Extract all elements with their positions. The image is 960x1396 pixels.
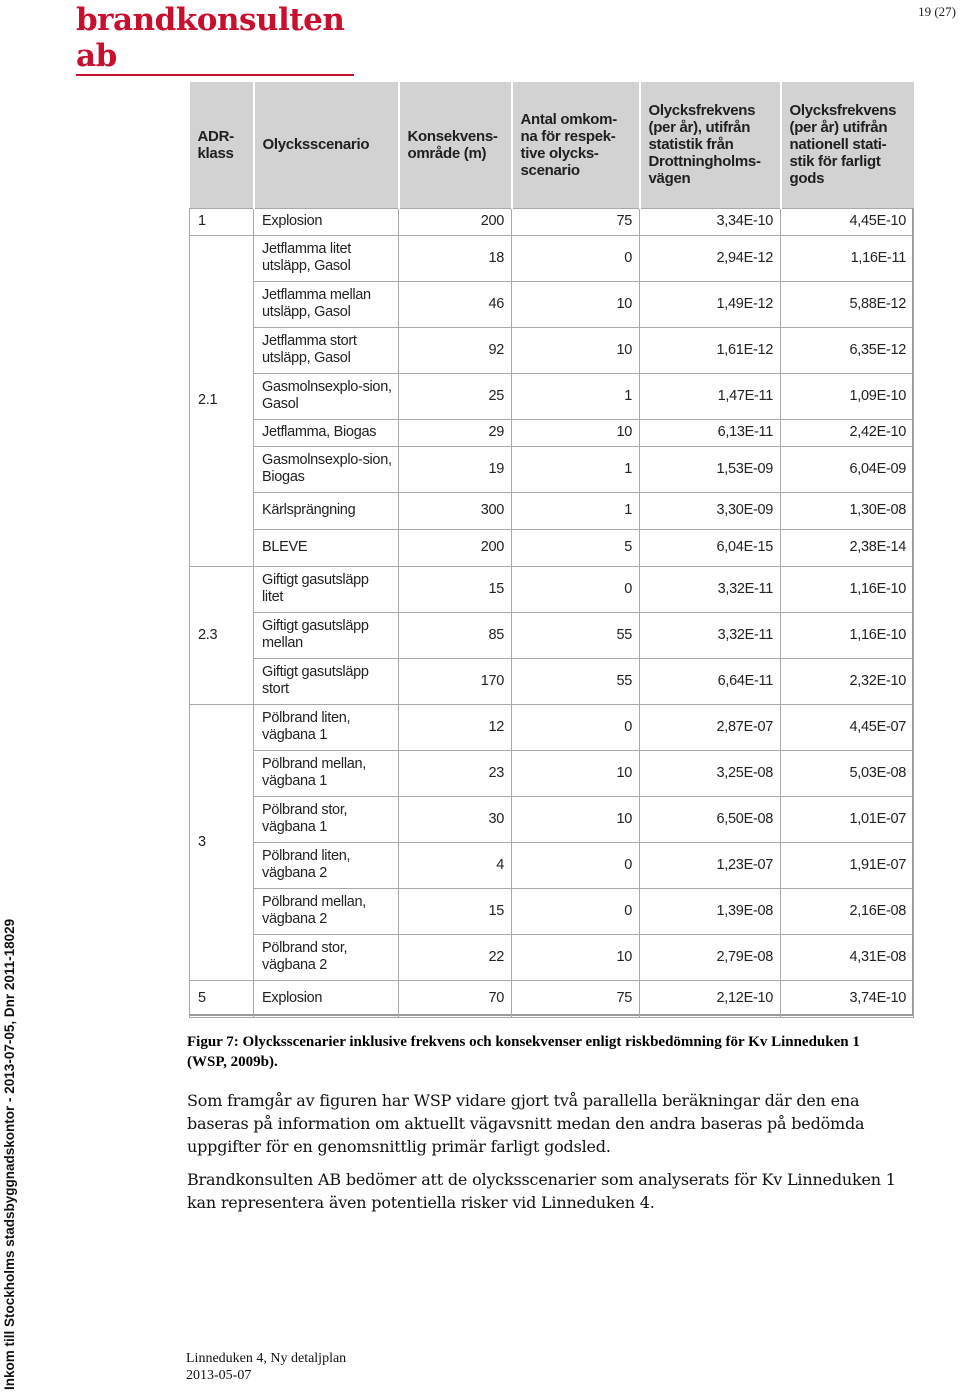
document-footer — [186, 1350, 346, 1384]
scenario-cell: Jetflamma stort utsläpp, Gasol — [254, 327, 399, 373]
deaths-cell: 0 — [512, 842, 640, 888]
scenario-cell: Explosion — [254, 208, 399, 235]
area-cell: 30 — [399, 796, 512, 842]
freq-national-cell: 1,16E-11 — [781, 235, 914, 281]
freq-local-cell: 3,32E-11 — [640, 566, 781, 612]
table-row — [190, 842, 914, 888]
header-frequency-national: Olycksfrekvens (per år) utifrån nationell stati-stik för farligt gods — [781, 82, 914, 208]
area-cell: 15 — [399, 888, 512, 934]
scenario-cell: Jetflamma litet utsläpp, Gasol — [254, 235, 399, 281]
freq-local-cell: 1,49E-12 — [640, 281, 781, 327]
area-cell: 29 — [399, 419, 512, 446]
freq-national-cell: 2,32E-10 — [781, 658, 914, 704]
area-cell: 300 — [399, 492, 512, 529]
page-number: 19 (27) — [918, 4, 956, 19]
area-cell: 19 — [399, 446, 512, 492]
scenario-cell: Pölbrand mellan, vägbana 1 — [254, 750, 399, 796]
deaths-cell: 1 — [512, 446, 640, 492]
table-row — [190, 796, 914, 842]
table-row — [190, 566, 914, 612]
area-cell: 15 — [399, 566, 512, 612]
header-deaths: Antal omkom-na för respek-tive olycks-scenario — [512, 82, 640, 208]
scenario-cell: Giftigt gasutsläpp litet — [254, 566, 399, 612]
freq-local-cell: 3,30E-09 — [640, 492, 781, 529]
freq-national-cell: 6,35E-12 — [781, 327, 914, 373]
scenario-cell: Pölbrand mellan, vägbana 2 — [254, 888, 399, 934]
figure-caption: Figur 7: Olycksscenarier inklusive frekvens och konsekvenser enligt riskbedömning för Kv Linneduken 1 (WSP, 2009b). — [187, 1034, 860, 1070]
freq-national-cell: 1,30E-08 — [781, 492, 914, 529]
freq-local-cell: 2,87E-07 — [640, 704, 781, 750]
scenario-cell: Gasmolnsexplo-sion, Gasol — [254, 373, 399, 419]
freq-national-cell: 4,45E-10 — [781, 208, 914, 235]
deaths-cell: 10 — [512, 327, 640, 373]
freq-national-cell: 4,45E-07 — [781, 704, 914, 750]
body-paragraph: Brandkonsulten AB bedömer att de olycksscenarier som analyserats för Kv Linneduken 1 kan representera även potentiella risker vid Linneduken 4. — [187, 1170, 896, 1212]
header-scenario: Olycksscenario — [254, 82, 399, 208]
adr-class-cell: 1 — [190, 208, 254, 235]
freq-national-cell: 4,31E-08 — [781, 934, 914, 980]
scenario-cell: Pölbrand stor, vägbana 2 — [254, 934, 399, 980]
header-consequence-area: Konsekvens-område (m) — [399, 82, 512, 208]
footer-date: 2013-05-07 — [186, 1368, 252, 1383]
adr-class-cell: 3 — [190, 704, 254, 980]
freq-local-cell: 3,32E-11 — [640, 612, 781, 658]
table-row — [190, 492, 914, 529]
area-cell: 22 — [399, 934, 512, 980]
freq-national-cell: 1,09E-10 — [781, 373, 914, 419]
company-logo: brandkonsulten ab — [76, 2, 354, 76]
scenario-cell: Explosion — [254, 980, 399, 1017]
deaths-cell: 75 — [512, 208, 640, 235]
scenario-cell: Pölbrand liten, vägbana 2 — [254, 842, 399, 888]
scenario-cell: Gasmolnsexplo-sion, Biogas — [254, 446, 399, 492]
deaths-cell: 55 — [512, 612, 640, 658]
adr-class-cell: 5 — [190, 980, 254, 1017]
scenario-cell: Giftigt gasutsläpp stort — [254, 658, 399, 704]
scenario-cell: Jetflamma, Biogas — [254, 419, 399, 446]
table-row — [190, 529, 914, 566]
freq-national-cell: 2,42E-10 — [781, 419, 914, 446]
scenario-cell: BLEVE — [254, 529, 399, 566]
table-row — [190, 658, 914, 704]
deaths-cell: 55 — [512, 658, 640, 704]
table-row — [190, 888, 914, 934]
table-header-row — [190, 82, 914, 208]
area-cell: 25 — [399, 373, 512, 419]
registration-stamp: Inkom till Stockholms stadsbyggnadskontor - 2013-07-05, Dnr 2011-18029 — [2, 918, 17, 1390]
table-row — [190, 327, 914, 373]
freq-local-cell: 3,34E-10 — [640, 208, 781, 235]
body-paragraph: Som framgår av figuren har WSP vidare gjort två parallella beräkningar där den ena baseras på information om aktuellt vägavsnitt medan den andra baseras på bedömda uppgifter för en genomsnittlig primär farligt godsled. — [187, 1091, 865, 1156]
deaths-cell: 0 — [512, 566, 640, 612]
area-cell: 46 — [399, 281, 512, 327]
freq-local-cell: 6,50E-08 — [640, 796, 781, 842]
freq-national-cell: 6,04E-09 — [781, 446, 914, 492]
header-adr-class: ADR-klass — [190, 82, 254, 208]
freq-national-cell: 1,16E-10 — [781, 612, 914, 658]
footer-project-name: Linneduken 4, Ny detaljplan — [186, 1351, 347, 1366]
area-cell: 12 — [399, 704, 512, 750]
freq-local-cell: 1,53E-09 — [640, 446, 781, 492]
table-row — [190, 208, 914, 235]
adr-class-cell: 2.1 — [190, 235, 254, 566]
table-row — [190, 704, 914, 750]
table-row — [190, 235, 914, 281]
deaths-cell: 75 — [512, 980, 640, 1017]
scenario-cell: Giftigt gasutsläpp mellan — [254, 612, 399, 658]
table-row — [190, 750, 914, 796]
scenario-cell: Jetflamma mellan utsläpp, Gasol — [254, 281, 399, 327]
deaths-cell: 10 — [512, 796, 640, 842]
header-frequency-local: Olycksfrekvens (per år), utifrån statistik från Drottningholms-vägen — [640, 82, 781, 208]
freq-local-cell: 6,64E-11 — [640, 658, 781, 704]
freq-local-cell: 6,13E-11 — [640, 419, 781, 446]
freq-local-cell: 1,23E-07 — [640, 842, 781, 888]
freq-national-cell: 1,16E-10 — [781, 566, 914, 612]
area-cell: 23 — [399, 750, 512, 796]
table-row — [190, 980, 914, 1017]
freq-local-cell: 3,25E-08 — [640, 750, 781, 796]
freq-national-cell: 3,74E-10 — [781, 980, 914, 1017]
area-cell: 92 — [399, 327, 512, 373]
freq-local-cell: 2,79E-08 — [640, 934, 781, 980]
freq-local-cell: 1,39E-08 — [640, 888, 781, 934]
freq-national-cell: 5,88E-12 — [781, 281, 914, 327]
area-cell: 85 — [399, 612, 512, 658]
deaths-cell: 0 — [512, 235, 640, 281]
deaths-cell: 1 — [512, 373, 640, 419]
area-cell: 4 — [399, 842, 512, 888]
table-row — [190, 281, 914, 327]
deaths-cell: 10 — [512, 281, 640, 327]
scenario-cell: Pölbrand liten, vägbana 1 — [254, 704, 399, 750]
scenario-cell: Kärlsprängning — [254, 492, 399, 529]
freq-local-cell: 1,47E-11 — [640, 373, 781, 419]
area-cell: 18 — [399, 235, 512, 281]
accident-scenario-table — [189, 82, 914, 1018]
deaths-cell: 10 — [512, 934, 640, 980]
freq-national-cell: 1,91E-07 — [781, 842, 914, 888]
deaths-cell: 0 — [512, 704, 640, 750]
freq-national-cell: 2,16E-08 — [781, 888, 914, 934]
freq-local-cell: 2,12E-10 — [640, 980, 781, 1017]
freq-national-cell: 2,38E-14 — [781, 529, 914, 566]
freq-local-cell: 1,61E-12 — [640, 327, 781, 373]
area-cell: 170 — [399, 658, 512, 704]
freq-local-cell: 6,04E-15 — [640, 529, 781, 566]
risk-table-figure — [189, 82, 914, 1016]
area-cell: 200 — [399, 208, 512, 235]
adr-class-cell: 2.3 — [190, 566, 254, 704]
deaths-cell: 0 — [512, 888, 640, 934]
deaths-cell: 10 — [512, 419, 640, 446]
table-row — [190, 419, 914, 446]
table-row — [190, 446, 914, 492]
table-row — [190, 934, 914, 980]
area-cell: 200 — [399, 529, 512, 566]
deaths-cell: 10 — [512, 750, 640, 796]
table-row — [190, 373, 914, 419]
area-cell: 70 — [399, 980, 512, 1017]
deaths-cell: 1 — [512, 492, 640, 529]
freq-local-cell: 2,94E-12 — [640, 235, 781, 281]
scenario-cell: Pölbrand stor, vägbana 1 — [254, 796, 399, 842]
freq-national-cell: 5,03E-08 — [781, 750, 914, 796]
freq-national-cell: 1,01E-07 — [781, 796, 914, 842]
table-row — [190, 612, 914, 658]
deaths-cell: 5 — [512, 529, 640, 566]
